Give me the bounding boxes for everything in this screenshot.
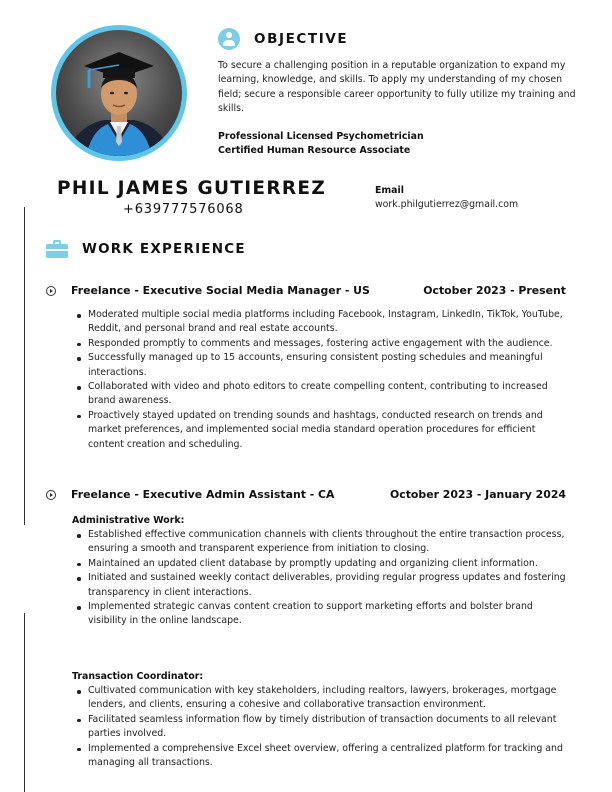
email-label: Email: [375, 185, 404, 196]
graduate-portrait-icon: [56, 30, 182, 156]
list-item: Facilitated seamless information flow by timely distribution of transaction documents to all relevant parties involved.: [72, 713, 568, 742]
section-heading: Transaction Coordinator:: [72, 671, 204, 682]
work-experience-header: [46, 240, 246, 258]
objective-title: OBJECTIVE: [254, 31, 349, 47]
profile-photo: [56, 30, 182, 156]
work-experience-title: WORK EXPERIENCE: [82, 241, 246, 257]
list-item: Implemented strategic canvas content creation to support marketing efforts and bolster brand visibility in the online landscape.: [72, 600, 568, 629]
email-address: work.philgutierrez@gmail.com: [375, 199, 519, 210]
person-name: PHIL JAMES GUTIERREZ: [57, 178, 327, 199]
list-item: Proactively stayed updated on trending sounds and hashtags, conducted research on trends and market preferences, and implemented social media standard operation procedures for efficient content creation and scheduling.: [72, 409, 568, 452]
job-duties-list: [72, 308, 568, 452]
credential-item: Certified Human Resource Associate: [218, 145, 411, 156]
job-date: October 2023 - January 2024: [390, 488, 566, 501]
list-item: Cultivated communication with key stakeholders, including realtors, lawyers, brokerages, mortgage lenders, and clients, ensuring a cohesive and collaborative transaction environment.: [72, 684, 568, 713]
job-duties-list: [72, 528, 568, 629]
phone-number: +639777576068: [123, 202, 244, 217]
list-item: Successfully managed up to 15 accounts, ensuring consistent posting schedules and meaningful interactions.: [72, 351, 568, 380]
user-icon: [218, 28, 240, 50]
briefcase-icon: [46, 240, 68, 258]
job-header: [46, 284, 566, 297]
job-header: [46, 488, 566, 501]
job-title: Freelance - Executive Social Media Manager - US: [71, 284, 370, 297]
objective-header: [218, 28, 348, 50]
job-title: Freelance - Executive Admin Assistant - CA: [71, 488, 335, 501]
job-duties-list: [72, 684, 568, 770]
credential-item: Professional Licensed Psychometrician: [218, 131, 424, 142]
list-item: Implemented a comprehensive Excel sheet overview, offering a centralized platform for tracking and managing all transactions.: [72, 742, 568, 771]
list-item: Responded promptly to comments and messages, fostering active engagement with the audience.: [72, 337, 568, 351]
left-rule: [24, 613, 25, 792]
list-item: Initiated and sustained weekly contact deliverables, providing regular progress updates and fostering transparency in client interactions.: [72, 571, 568, 600]
section-heading: Administrative Work:: [72, 515, 185, 526]
circle-arrow-icon: [46, 490, 56, 500]
profile-photo-frame: [51, 25, 187, 161]
objective-text: To secure a challenging position in a reputable organization to expand my learning, knowledge, and skills. To apply my understanding of my chosen field; secure a responsible career opportunity to fully utilize my training and skills.: [218, 60, 576, 115]
list-item: Collaborated with video and photo editors to create compelling content, contributing to increased brand awareness.: [72, 380, 568, 409]
job-date: October 2023 - Present: [423, 284, 566, 297]
list-item: Established effective communication channels with clients throughout the entire transaction process, ensuring a smooth and transparent experience from initiation to closing.: [72, 528, 568, 557]
list-item: Maintained an updated client database by promptly updating and organizing client information.: [72, 557, 568, 571]
list-item: Moderated multiple social media platforms including Facebook, Instagram, LinkedIn, TikTok, YouTube, Reddit, and personal brand and real estate accounts.: [72, 308, 568, 337]
credentials: [218, 130, 424, 158]
left-rule: [24, 207, 25, 525]
circle-arrow-icon: [46, 286, 56, 296]
